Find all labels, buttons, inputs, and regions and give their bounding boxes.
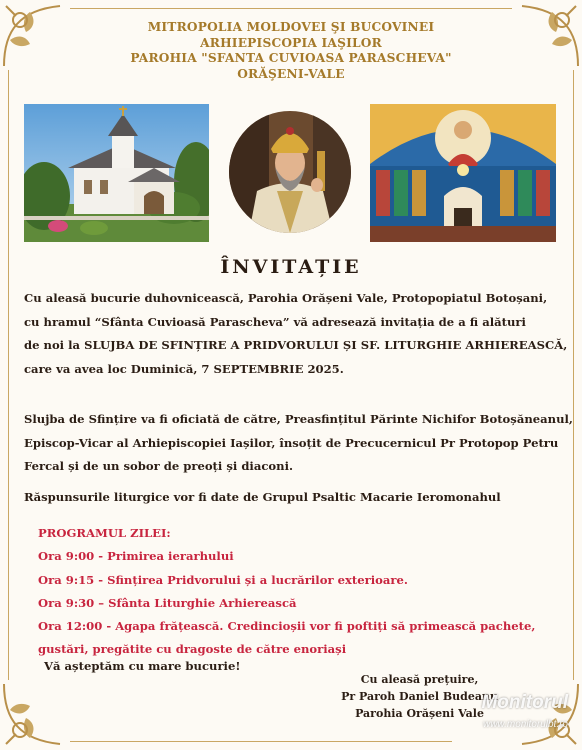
signature-priest: Pr Paroh Daniel Budeanu bbox=[341, 690, 498, 703]
frame-line-top bbox=[70, 8, 512, 9]
header-village: ORĂŞENI-VALE bbox=[237, 66, 345, 81]
program-item: Ora 9:15 - Sfințirea Pridvorului și a lucrărilor exterioare. bbox=[38, 572, 408, 587]
header-metropolis: MITROPOLIA MOLDOVEI ŞI BUCOVINEI bbox=[147, 20, 435, 34]
program-list bbox=[38, 522, 535, 662]
header bbox=[60, 20, 522, 82]
invitation-line: de noi la SLUJBA DE SFINȚIRE A PRIDVORULUI ȘI SF. LITURGHIE ARHIEREASCĂ, bbox=[24, 338, 568, 352]
program-item: Ora 9:30 – Sfânta Liturghie Arhierească bbox=[38, 595, 297, 610]
signature-greeting: Cu aleasă prețuire, bbox=[360, 673, 479, 686]
program-item: Ora 12:00 - Agapa frățească. Credincioșii vor fi poftiți să primească pachete, bbox=[38, 619, 536, 634]
invitation-paragraph bbox=[24, 287, 568, 381]
invitation-line: Cu aleasă bucurie duhovnicească, Parohia Orășeni Vale, Protopopiatul Botoșani, bbox=[24, 291, 548, 305]
closing-line: Vă așteptăm cu mare bucurie! bbox=[44, 659, 241, 673]
watermark-logo: Monitorul bbox=[481, 692, 568, 713]
frame-line-bottom bbox=[70, 741, 452, 742]
watermark-url: www.monitorulbt.ro bbox=[482, 719, 568, 730]
program-heading: PROGRAMUL ZILEI: bbox=[38, 526, 171, 540]
responses-paragraph bbox=[24, 486, 562, 510]
ornament-corner-top-right bbox=[512, 0, 582, 70]
signature-parish: Parohia Orășeni Vale bbox=[355, 707, 484, 720]
frame-line-left bbox=[8, 70, 9, 680]
ornament-corner-bottom-left bbox=[0, 680, 70, 750]
program-item: Ora 9:00 - Primirea ierarhului bbox=[38, 549, 234, 564]
bishop-portrait bbox=[229, 111, 351, 233]
invitation-line: cu hramul “Sfânta Cuvioasă Parascheva” vă adresează invitația de a fi alături bbox=[24, 314, 526, 329]
responses-line: Răspunsurile liturgice vor fi date de Grupul Psaltic Macarie Ieromonahul bbox=[24, 490, 501, 504]
church-photo bbox=[24, 104, 209, 242]
officiants-line: Slujba de Sfințire va fi oficiată de către, Preasfințitul Părinte Nichifor Botoșăneanul, bbox=[24, 412, 573, 426]
invitation-line: care va avea loc Duminică, 7 SEPTEMBRIE 2025. bbox=[24, 361, 344, 376]
officiants-line: Episcop-Vicar al Arhiepiscopiei Iașilor, însoțit de Precucernicul Pr Protopop Petru bbox=[24, 435, 559, 450]
frame-line-right bbox=[573, 70, 574, 680]
watermark bbox=[460, 686, 572, 742]
header-archdiocese: ARHIEPISCOPIA IAŞILOR bbox=[200, 35, 382, 50]
officiants-line: Fercal și de un sobor de preoți și diaconi. bbox=[24, 459, 294, 473]
invitation-title: ÎNVITAȚIE bbox=[220, 256, 362, 278]
officiants-paragraph bbox=[24, 408, 573, 479]
header-parish: PAROHIA "SFANTA CUVIOASA PARASCHEVA" bbox=[130, 51, 452, 65]
program-item: gustări, pregătite cu dragoste de către enoriași bbox=[38, 642, 347, 657]
church-interior-photo bbox=[370, 104, 556, 242]
